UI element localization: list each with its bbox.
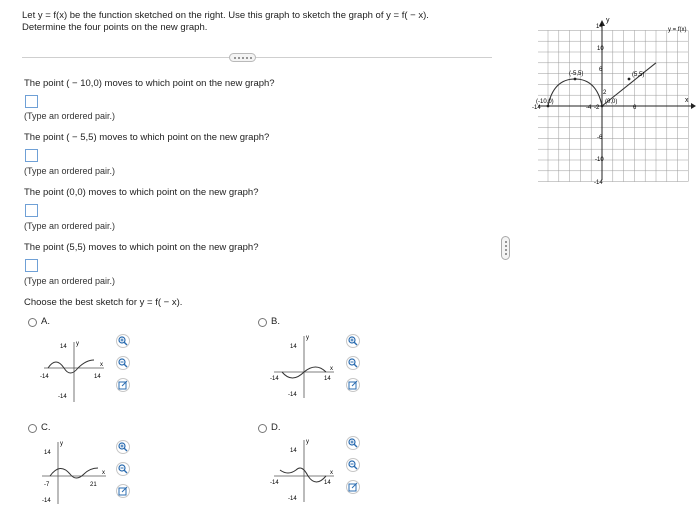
graph-point bbox=[601, 105, 604, 108]
question-3-prompt: The point (0,0) moves to which point on the new graph? bbox=[24, 187, 259, 198]
graph-point-label: (5,5) bbox=[632, 72, 645, 78]
option-b-tick-left: -14 bbox=[270, 376, 279, 382]
option-b-label: B. bbox=[271, 316, 280, 327]
zoom-out-icon bbox=[348, 460, 358, 470]
option-a-zoom-in-button[interactable] bbox=[116, 334, 130, 348]
zoom-out-icon bbox=[118, 464, 128, 474]
option-b-radio[interactable] bbox=[258, 318, 267, 327]
option-d-tick-left: -14 bbox=[270, 480, 279, 486]
tick-y-2: 2 bbox=[603, 90, 607, 96]
option-b-axis-x: x bbox=[330, 366, 333, 372]
option-b-tick-top: 14 bbox=[290, 344, 297, 350]
graph-function-label: y = f(x) bbox=[668, 27, 687, 33]
option-a-tick-top: 14 bbox=[60, 344, 67, 350]
option-a-zoom-out-button[interactable] bbox=[116, 356, 130, 370]
function-graph bbox=[528, 8, 696, 192]
answer-input-2[interactable] bbox=[25, 149, 38, 162]
option-d-axis-x: x bbox=[330, 470, 333, 476]
option-d-tools bbox=[346, 436, 360, 494]
panel-resize-handle[interactable] bbox=[501, 236, 510, 260]
tick-y-10: 10 bbox=[597, 46, 604, 52]
option-a-label: A. bbox=[41, 316, 50, 327]
graph-point bbox=[574, 78, 577, 81]
option-a-tick-bottom: -14 bbox=[58, 394, 67, 400]
external-link-icon bbox=[348, 380, 358, 390]
option-d-tick-top: 14 bbox=[290, 448, 297, 454]
option-a-tick-left: -14 bbox=[40, 374, 49, 380]
option-c-expand-button[interactable] bbox=[116, 484, 130, 498]
option-d-tick-bottom: -14 bbox=[288, 496, 297, 502]
option-d-tick-right: 14 bbox=[324, 480, 331, 486]
option-d-label: D. bbox=[271, 422, 281, 433]
option-c-tick-left: -7 bbox=[44, 482, 50, 488]
graph-point bbox=[628, 78, 631, 81]
problem-line-2: Determine the four points on the new graph. bbox=[22, 22, 208, 33]
question-2-prompt: The point ( − 5,5) moves to which point on the new graph? bbox=[24, 132, 270, 143]
question-3-hint: (Type an ordered pair.) bbox=[24, 221, 116, 231]
zoom-out-icon bbox=[118, 358, 128, 368]
option-b-expand-button[interactable] bbox=[346, 378, 360, 392]
option-c-label: C. bbox=[41, 422, 51, 433]
graph-point-label: (-10,0) bbox=[536, 99, 554, 105]
function-curve bbox=[548, 79, 602, 106]
question-4-hint: (Type an ordered pair.) bbox=[24, 276, 116, 286]
x-axis-arrow-icon bbox=[691, 103, 696, 109]
option-c-tools bbox=[116, 440, 130, 498]
option-a-radio[interactable] bbox=[28, 318, 37, 327]
option-b-thumbnail[interactable] bbox=[268, 332, 340, 402]
question-1-hint: (Type an ordered pair.) bbox=[24, 111, 116, 121]
option-c-zoom-in-button[interactable] bbox=[116, 440, 130, 454]
answer-input-1[interactable] bbox=[25, 95, 38, 108]
tick-x-neg14: -14 bbox=[532, 105, 541, 111]
tick-y-neg10: -10 bbox=[595, 157, 604, 163]
option-d-zoom-in-button[interactable] bbox=[346, 436, 360, 450]
zoom-in-icon bbox=[118, 442, 128, 452]
option-b-tick-right: 14 bbox=[324, 376, 331, 382]
graph-point-label: (-5,5) bbox=[569, 71, 584, 77]
option-d-zoom-out-button[interactable] bbox=[346, 458, 360, 472]
graph-axis-x-label: x bbox=[685, 97, 689, 104]
option-b-zoom-in-button[interactable] bbox=[346, 334, 360, 348]
option-a-tick-right: 14 bbox=[94, 374, 101, 380]
tick-y-6: 6 bbox=[599, 67, 603, 73]
option-b-zoom-out-button[interactable] bbox=[346, 356, 360, 370]
graph-axis-y-label: y bbox=[606, 17, 610, 24]
option-c-thumbnail[interactable] bbox=[38, 438, 110, 508]
problem-statement bbox=[22, 10, 429, 34]
option-d-thumbnail[interactable] bbox=[268, 436, 340, 506]
tick-x-pos6: 6 bbox=[633, 105, 637, 111]
tick-x-neg2: -2 bbox=[594, 105, 600, 111]
choose-sketch-prompt: Choose the best sketch for y = f( − x). bbox=[24, 297, 183, 308]
option-d-radio[interactable] bbox=[258, 424, 267, 433]
graph-points bbox=[536, 71, 644, 107]
option-c-axis-y: y bbox=[60, 441, 63, 447]
option-a-thumbnail[interactable] bbox=[38, 338, 110, 408]
option-a-axis-x: x bbox=[100, 362, 103, 368]
option-b-tick-bottom: -14 bbox=[288, 392, 297, 398]
option-a-axis-y: y bbox=[76, 341, 79, 347]
expand-toggle-button[interactable] bbox=[229, 53, 256, 62]
zoom-in-icon bbox=[348, 336, 358, 346]
problem-line-1: Let y = f(x) be the function sketched on the right. Use this graph to sketch the graph of y = f( − x). bbox=[22, 10, 429, 21]
graph-point-label: (0,0) bbox=[605, 99, 618, 105]
question-2-hint: (Type an ordered pair.) bbox=[24, 166, 116, 176]
tick-x-neg4: -4 bbox=[586, 105, 592, 111]
option-d-expand-button[interactable] bbox=[346, 480, 360, 494]
external-link-icon bbox=[118, 380, 128, 390]
option-a-expand-button[interactable] bbox=[116, 378, 130, 392]
external-link-icon bbox=[118, 486, 128, 496]
question-1-prompt: The point ( − 10,0) moves to which point on the new graph? bbox=[24, 78, 275, 89]
answer-input-4[interactable] bbox=[25, 259, 38, 272]
tick-y-neg6: -6 bbox=[597, 135, 603, 141]
external-link-icon bbox=[348, 482, 358, 492]
option-b-tools bbox=[346, 334, 360, 392]
option-d-axis-y: y bbox=[306, 439, 309, 445]
question-4-prompt: The point (5,5) moves to which point on the new graph? bbox=[24, 242, 259, 253]
answer-input-3[interactable] bbox=[25, 204, 38, 217]
option-c-tick-top: 14 bbox=[44, 450, 51, 456]
option-b-axis-y: y bbox=[306, 335, 309, 341]
tick-y-neg14: -14 bbox=[594, 180, 603, 186]
zoom-in-icon bbox=[348, 438, 358, 448]
tick-y-14: 14 bbox=[596, 24, 603, 30]
option-c-radio[interactable] bbox=[28, 424, 37, 433]
option-c-tick-bottom: -14 bbox=[42, 498, 51, 504]
section-divider bbox=[22, 57, 492, 58]
option-a-tools bbox=[116, 334, 130, 392]
graph-point bbox=[547, 105, 550, 108]
zoom-in-icon bbox=[118, 336, 128, 346]
option-c-axis-x: x bbox=[102, 470, 105, 476]
option-c-tick-right: 21 bbox=[90, 482, 97, 488]
option-c-zoom-out-button[interactable] bbox=[116, 462, 130, 476]
zoom-out-icon bbox=[348, 358, 358, 368]
